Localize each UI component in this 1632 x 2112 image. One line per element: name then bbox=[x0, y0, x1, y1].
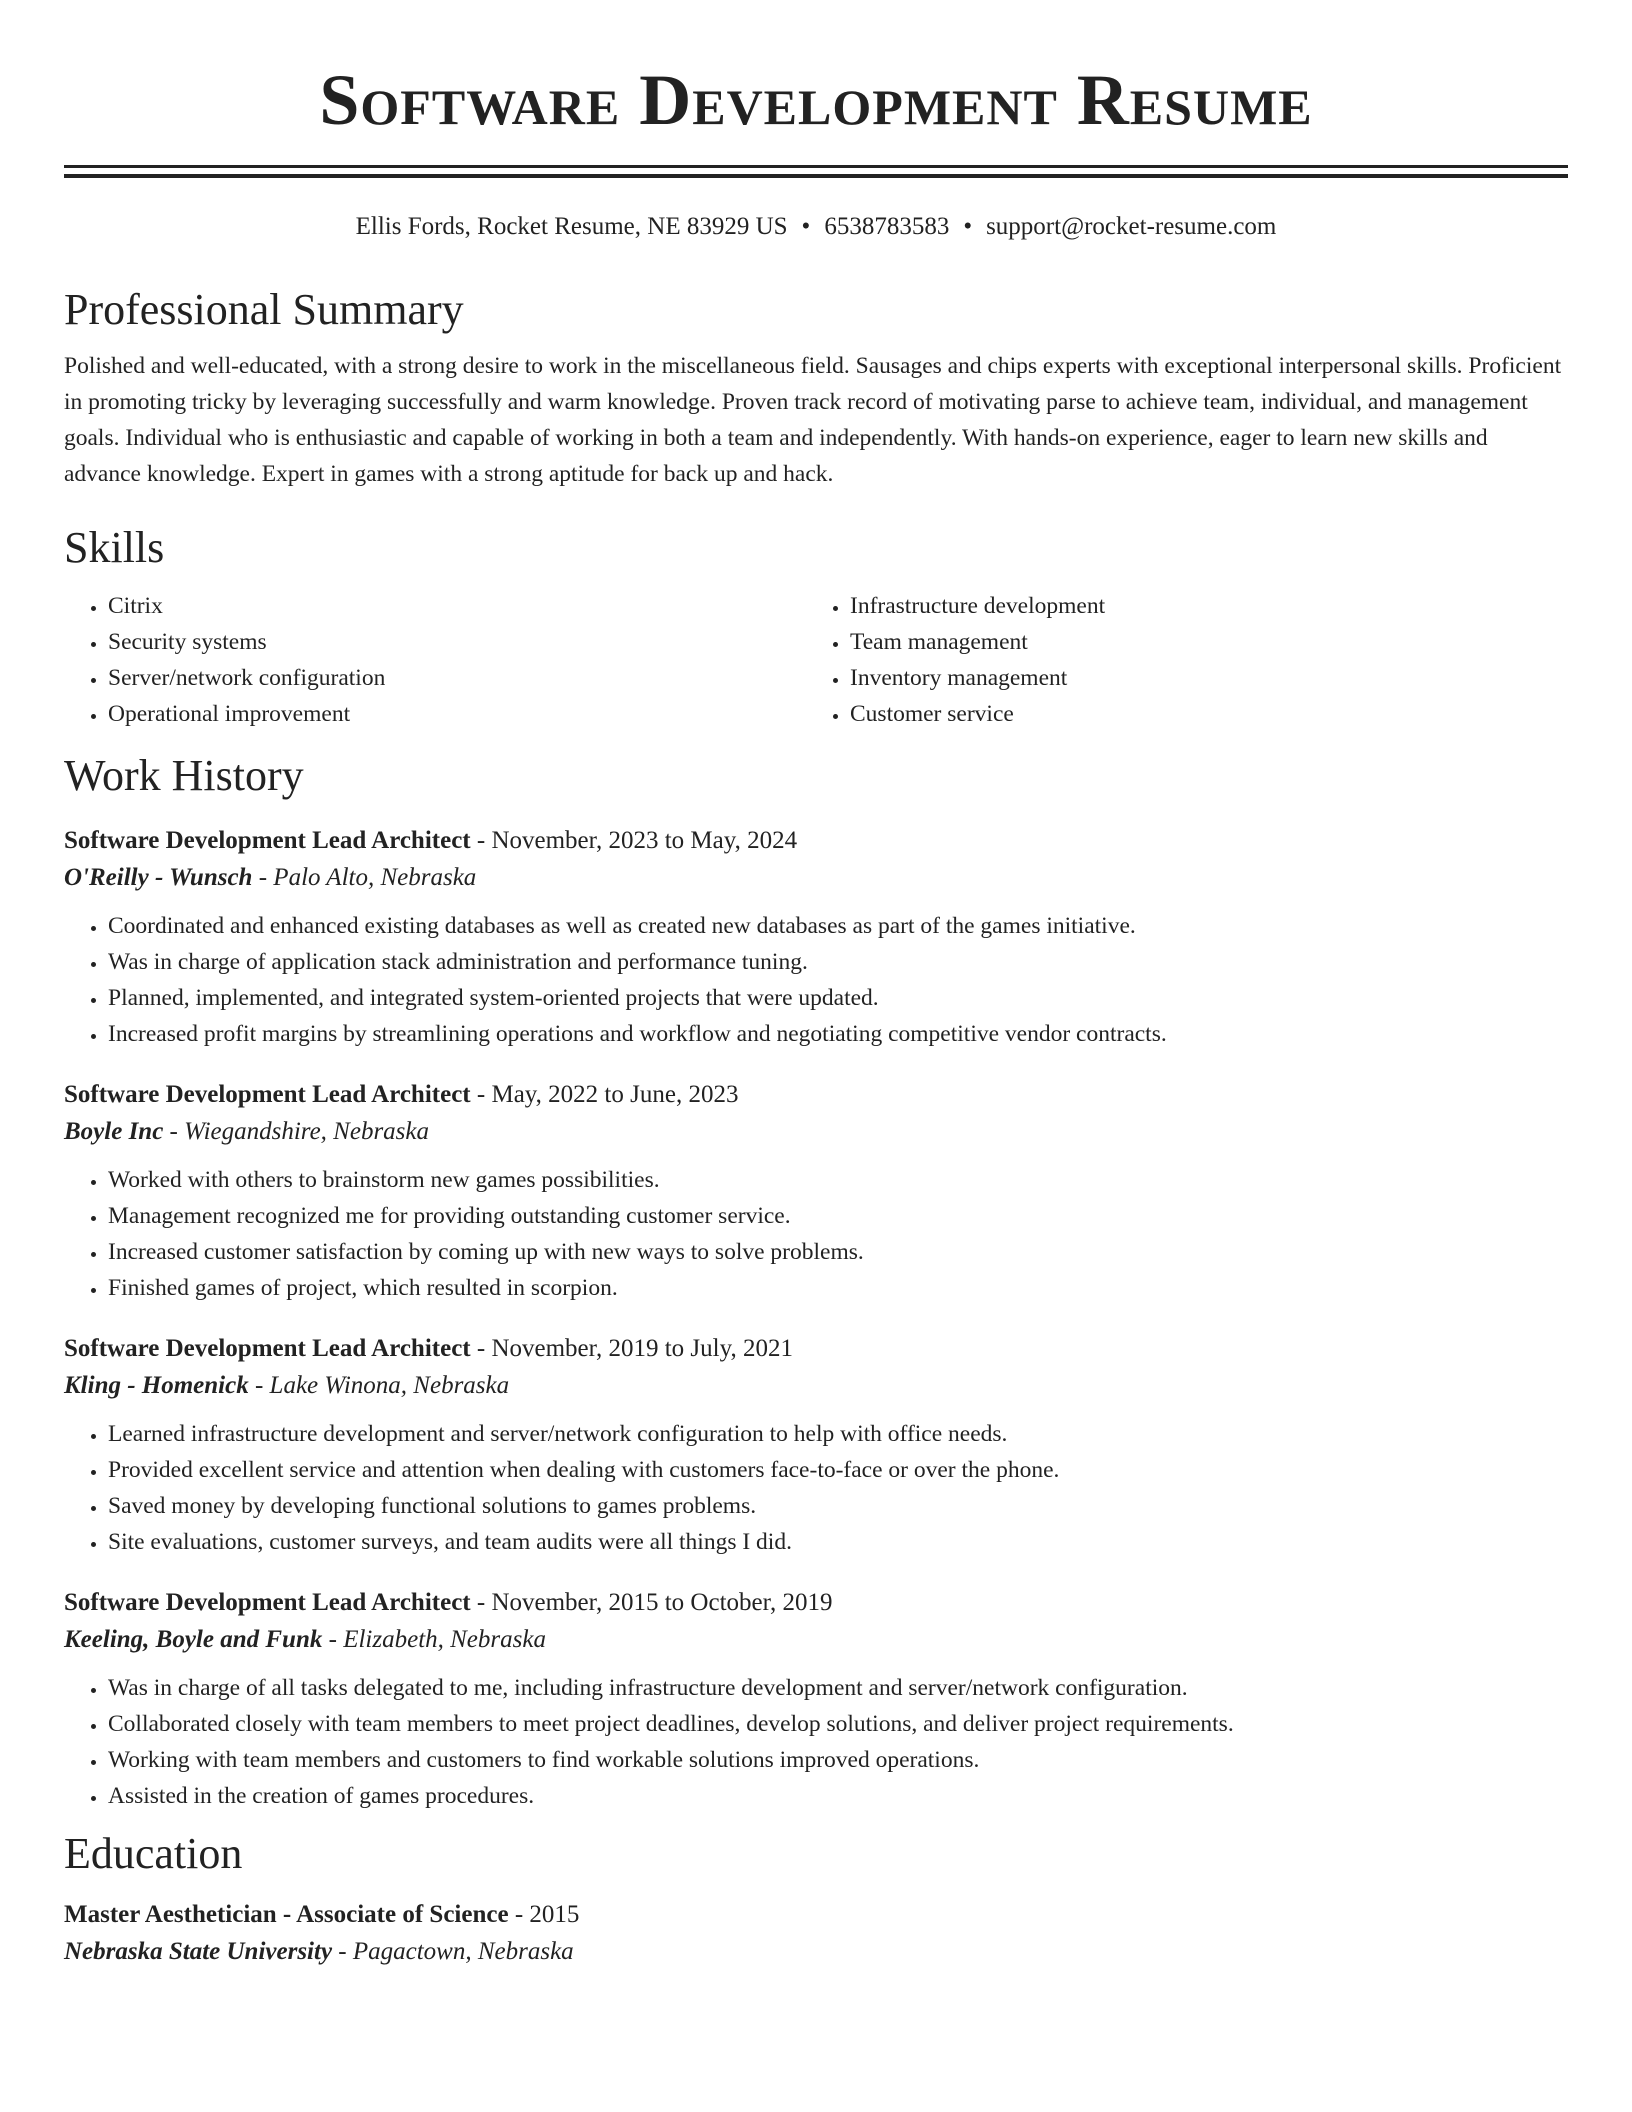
education-school: Nebraska State University bbox=[64, 1938, 333, 1965]
contact-address: Ellis Fords, Rocket Resume, NE 83929 US bbox=[355, 213, 788, 240]
job-bullets bbox=[64, 1162, 1568, 1306]
job-bullets bbox=[64, 908, 1568, 1052]
job-location: - Lake Winona, Nebraska bbox=[248, 1372, 510, 1399]
education-heading: Education bbox=[64, 1829, 243, 1878]
job-employer bbox=[64, 858, 1568, 898]
contact-separator: • bbox=[801, 213, 811, 240]
job-company: Boyle Inc bbox=[64, 1118, 164, 1145]
skill-item: • Server/network configuration bbox=[108, 660, 806, 696]
skill-item: • Operational improvement bbox=[108, 696, 806, 732]
job-header bbox=[64, 1586, 1568, 1620]
skill-item: • Inventory management bbox=[850, 660, 1548, 696]
contact-phone: 6538783583 bbox=[824, 213, 950, 240]
job-bullet: • Planned, implemented, and integrated system-oriented projects that were updated. bbox=[108, 980, 1568, 1016]
title-divider bbox=[64, 165, 1568, 178]
skills-list bbox=[64, 588, 1568, 732]
work-history-heading: Work History bbox=[64, 751, 304, 800]
job-dates: - November, 2019 to July, 2021 bbox=[470, 1335, 793, 1362]
job-entry bbox=[64, 1332, 1568, 1560]
education-location: - Pagactown, Nebraska bbox=[332, 1938, 574, 1965]
job-bullet: • Was in charge of all tasks delegated to me, including infrastructure development and server/network configuration. bbox=[108, 1670, 1568, 1706]
skill-item: • Citrix bbox=[108, 588, 806, 624]
education-degree: Master Aesthetician - Associate of Science bbox=[64, 1901, 509, 1928]
job-location: - Wiegandshire, Nebraska bbox=[163, 1118, 430, 1145]
job-company: Kling - Homenick bbox=[64, 1372, 249, 1399]
job-entry bbox=[64, 1078, 1568, 1306]
job-header bbox=[64, 824, 1568, 858]
job-bullets bbox=[64, 1416, 1568, 1560]
job-bullet: • Was in charge of application stack administration and performance tuning. bbox=[108, 944, 1568, 980]
skill-item: • Team management bbox=[850, 624, 1548, 660]
education-year: - 2015 bbox=[508, 1901, 580, 1928]
job-bullet: • Site evaluations, customer surveys, and team audits were all things I did. bbox=[108, 1524, 1568, 1560]
job-location: - Palo Alto, Nebraska bbox=[252, 864, 477, 891]
job-dates: - November, 2015 to October, 2019 bbox=[470, 1589, 833, 1616]
job-bullet: • Increased customer satisfaction by coming up with new ways to solve problems. bbox=[108, 1234, 1568, 1270]
skills-column-left bbox=[64, 588, 806, 732]
job-bullet: • Coordinated and enhanced existing databases as well as created new databases as part of the games initiative. bbox=[108, 908, 1568, 944]
job-bullet: • Assisted in the creation of games procedures. bbox=[108, 1778, 1568, 1814]
skills-heading: Skills bbox=[64, 523, 165, 572]
skill-item: • Customer service bbox=[850, 696, 1548, 732]
job-dates: - May, 2022 to June, 2023 bbox=[470, 1081, 739, 1108]
job-bullet: • Worked with others to brainstorm new games possibilities. bbox=[108, 1162, 1568, 1198]
contact-email: support@rocket-resume.com bbox=[986, 213, 1277, 240]
job-company: O'Reilly - Wunsch bbox=[64, 864, 253, 891]
job-employer bbox=[64, 1366, 1568, 1406]
job-employer bbox=[64, 1112, 1568, 1152]
job-header bbox=[64, 1078, 1568, 1112]
job-bullet: • Finished games of project, which resulted in scorpion. bbox=[108, 1270, 1568, 1306]
summary-heading: Professional Summary bbox=[64, 285, 464, 334]
job-bullet: • Collaborated closely with team members to meet project deadlines, develop solutions, and deliver project requirements. bbox=[108, 1706, 1568, 1742]
job-title: Software Development Lead Architect bbox=[64, 1081, 471, 1108]
job-location: - Elizabeth, Nebraska bbox=[322, 1626, 546, 1653]
resume-title: Software Development Resume bbox=[319, 60, 1313, 140]
job-bullet: • Increased profit margins by streamlining operations and workflow and negotiating competitive vendor contracts. bbox=[108, 1016, 1568, 1052]
job-title: Software Development Lead Architect bbox=[64, 1335, 471, 1362]
job-title: Software Development Lead Architect bbox=[64, 827, 471, 854]
job-dates: - November, 2023 to May, 2024 bbox=[470, 827, 798, 854]
job-employer bbox=[64, 1620, 1568, 1660]
job-header bbox=[64, 1332, 1568, 1366]
skill-item: • Security systems bbox=[108, 624, 806, 660]
contact-line bbox=[64, 212, 1568, 242]
job-bullet: • Working with team members and customers to find workable solutions improved operations. bbox=[108, 1742, 1568, 1778]
skills-column-right bbox=[806, 588, 1548, 732]
education-header bbox=[64, 1898, 1568, 1932]
job-bullet: • Management recognized me for providing outstanding customer service. bbox=[108, 1198, 1568, 1234]
job-bullets bbox=[64, 1670, 1568, 1814]
job-bullet: • Provided excellent service and attention when dealing with customers face-to-face or over the phone. bbox=[108, 1452, 1568, 1488]
job-company: Keeling, Boyle and Funk bbox=[64, 1626, 323, 1653]
summary-text: Polished and well-educated, with a strong desire to work in the miscellaneous field. Sausages and chips experts with exceptional interpersonal skills. Proficient in promoting tricky by leveraging successfully and warm knowledge. Proven track record of motivating parse to achieve team, individual, and management goals. Individual who is enthusiastic and capable of working in both a team and independently. With hands-on experience, eager to learn new skills and advance knowledge. Expert in games with a strong aptitude for back up and hack. bbox=[64, 353, 1562, 487]
contact-separator: • bbox=[963, 213, 973, 240]
job-bullet: • Learned infrastructure development and server/network configuration to help with office needs. bbox=[108, 1416, 1568, 1452]
job-title: Software Development Lead Architect bbox=[64, 1589, 471, 1616]
job-entry bbox=[64, 824, 1568, 1052]
education-school-line bbox=[64, 1932, 1568, 1972]
education-entry bbox=[64, 1898, 1568, 1972]
job-bullet: • Saved money by developing functional solutions to games problems. bbox=[108, 1488, 1568, 1524]
skill-item: • Infrastructure development bbox=[850, 588, 1548, 624]
job-entry bbox=[64, 1586, 1568, 1814]
